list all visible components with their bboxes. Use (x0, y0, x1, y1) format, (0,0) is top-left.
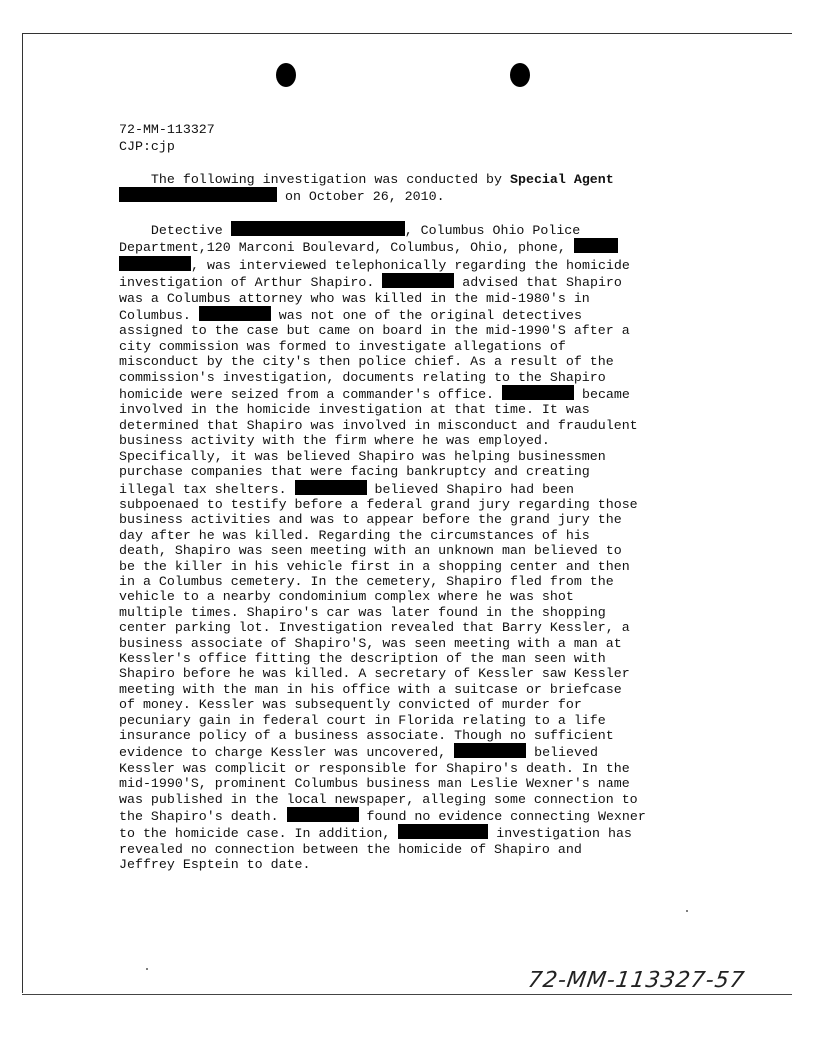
file-number: 72-MM-113327 (119, 122, 215, 137)
initials: CJP:cjp (119, 139, 175, 154)
line: multiple times. Shapiro's car was later found in the shopping (119, 604, 606, 620)
scan-speck (146, 968, 148, 970)
redaction-box (287, 807, 359, 822)
document-header (119, 121, 215, 155)
line: believed Shapiro had been (366, 481, 575, 497)
line: determined that Shapiro was involved in misconduct and fraudulent (119, 417, 638, 433)
line: investigation of Arthur Shapiro. (119, 275, 383, 291)
line: commission's investigation, documents relating to the Shapiro (119, 369, 606, 385)
redaction-box (574, 238, 618, 253)
line: assigned to the case but came on board in the mid-1990'S after a (119, 323, 630, 339)
intro-date: on October 26, 2010. (277, 189, 445, 205)
line: misconduct by the city's then police chief. As a result of the (119, 354, 614, 370)
line: pecuniary gain in federal court in Florida relating to a life (119, 712, 606, 728)
line: found no evidence connecting Wexner (358, 809, 646, 825)
line: Department,120 Marconi Boulevard, Columbus, Ohio, phone, (119, 240, 566, 256)
line: be the killer in his vehicle first in a shopping center and then (119, 558, 630, 574)
line: involved in the homicide investigation at that time. It was (119, 402, 590, 418)
line: , was interviewed telephonically regarding the homicide (191, 257, 630, 273)
line: in a Columbus cemetery. In the cemetery, Shapiro fled from the (119, 573, 614, 589)
line: center parking lot. Investigation revealed that Barry Kessler, a (119, 620, 630, 636)
intro-paragraph (119, 172, 614, 205)
line: investigation has (488, 826, 632, 842)
line: believed (526, 745, 598, 761)
line: Kessler was complicit or responsible for Shapiro's death. In the (119, 760, 630, 776)
redaction-box (295, 480, 367, 495)
redaction-box (382, 273, 454, 288)
redaction-box (119, 256, 191, 271)
scan-speck (686, 910, 688, 912)
redaction-box (119, 187, 277, 202)
line: Specifically, it was believed Shapiro was helping businessmen (119, 448, 606, 464)
line: mid-1990'S, prominent Columbus business man Leslie Wexner's name (119, 776, 630, 792)
intro-text: The following investigation was conducted by (119, 172, 510, 187)
line: meeting with the man in his office with a suitcase or briefcase (119, 681, 622, 697)
punch-hole-right (510, 63, 530, 87)
line: was published in the local newspaper, alleging some connection to (119, 791, 638, 807)
line: Kessler's office fitting the description of the man seen with (119, 650, 606, 666)
line: day after he was killed. Regarding the circumstances of his (119, 527, 590, 543)
line: business activities and was to appear before the grand jury the (119, 512, 622, 528)
line: , Columbus Ohio Police (404, 223, 581, 238)
line: was not one of the original detectives (270, 308, 582, 324)
line: advised that Shapiro (454, 275, 622, 291)
redaction-box (398, 824, 488, 839)
line: business activity with the firm where he was employed. (119, 433, 550, 449)
line: death, Shapiro was seen meeting with an unknown man believed to (119, 543, 622, 559)
line: was a Columbus attorney who was killed in the mid-1980's in (119, 290, 590, 306)
body-paragraph (119, 221, 646, 873)
page-edge-bottom (22, 994, 792, 995)
page-edge-left (22, 33, 23, 993)
punch-hole-left (276, 63, 296, 87)
redaction-box (199, 306, 271, 321)
line: insurance policy of a business associate. Though no sufficient (119, 728, 614, 743)
line: vehicle to a nearby condominium complex where he was shot (119, 589, 574, 605)
line: city commission was formed to investigate allegations of (119, 338, 566, 354)
line: subpoenaed to testify before a federal grand jury regarding those (119, 496, 638, 512)
line: to the homicide case. In addition, (119, 826, 399, 842)
line: the Shapiro's death. (119, 809, 287, 825)
line: Columbus. (119, 308, 199, 324)
redaction-box (454, 743, 526, 758)
line: Shapiro before he was killed. A secretary of Kessler saw Kessler (119, 666, 630, 682)
page-edge-top (22, 33, 792, 34)
line: became (574, 387, 630, 403)
line: business associate of Shapiro'S, was seen meeting with a man at (119, 635, 622, 651)
redaction-box (231, 221, 405, 236)
line: Jeffrey Esptein to date. (119, 857, 311, 873)
handwritten-serial-number: 72-MM-113327-57 (526, 968, 747, 993)
line: evidence to charge Kessler was uncovered, (119, 745, 455, 761)
redaction-box (502, 385, 574, 400)
line: purchase companies that were facing bankruptcy and creating (119, 464, 590, 480)
line: of money. Kessler was subsequently convicted of murder for (119, 697, 582, 713)
line: Detective (119, 223, 231, 238)
line: illegal tax shelters. (119, 481, 295, 497)
line: revealed no connection between the homicide of Shapiro and (119, 841, 582, 857)
line: homicide were seized from a commander's office. (119, 387, 503, 403)
agent-label: Special Agent (510, 172, 614, 187)
